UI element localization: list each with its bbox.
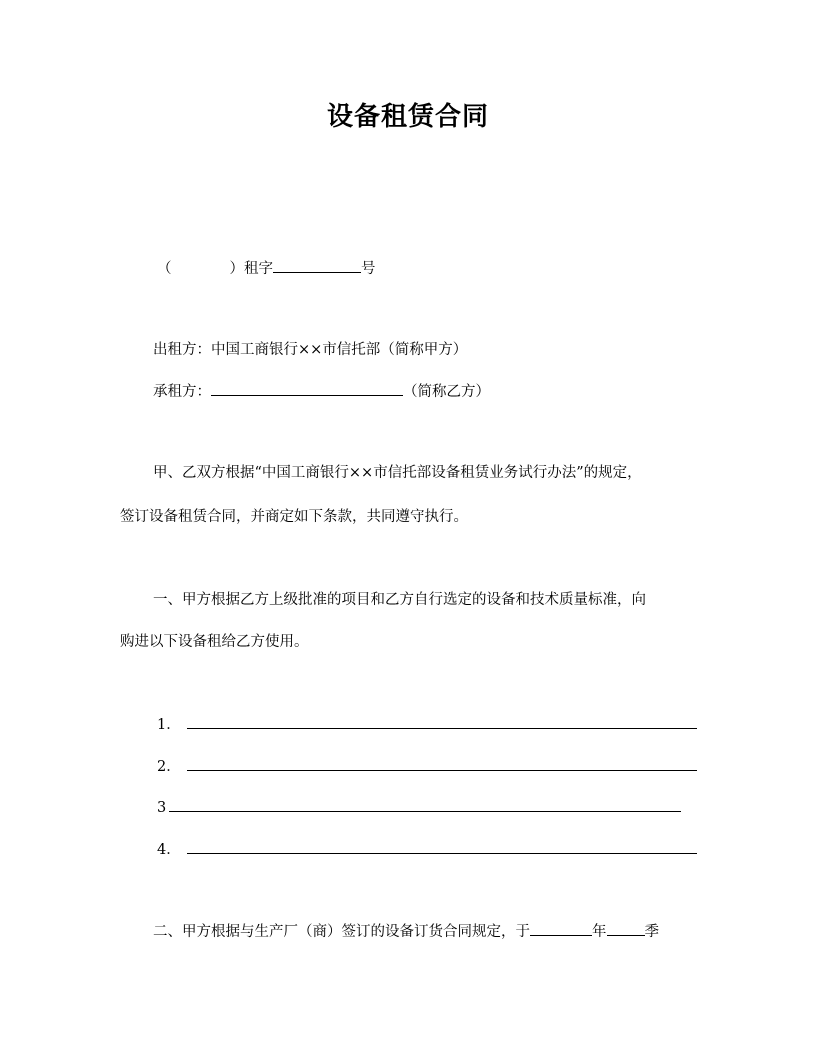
- season-label: 季: [644, 924, 659, 940]
- clause-1-line-1: 一、甲方根据乙方上级批准的项目和乙方自行选定的设备和技术质量标准，向: [153, 592, 646, 608]
- contract-number-blank: [273, 258, 361, 273]
- item-blank: [187, 839, 697, 854]
- item-blank: [169, 797, 681, 812]
- season-blank: [607, 921, 645, 936]
- lessee-line: [153, 381, 490, 402]
- document-title: 设备租赁合同: [326, 102, 489, 132]
- clause-2-line-1: [153, 921, 659, 942]
- preamble-line-2: 签订设备租赁合同，并商定如下条款，共同遵守执行。: [120, 509, 468, 525]
- year-label: 年: [592, 924, 607, 940]
- contract-number-line: [157, 258, 376, 279]
- item-number: 2．: [157, 759, 181, 775]
- lessor-line: 出租方：中国工商银行××市信托部（简称甲方）: [153, 342, 468, 358]
- item-blank: [187, 714, 697, 729]
- item-number: 4．: [157, 842, 181, 858]
- equipment-item-3: [157, 797, 681, 818]
- contract-number-suffix: 号: [361, 261, 376, 277]
- contract-number-label: ）租字: [229, 261, 273, 277]
- clause-2-text: 二、甲方根据与生产厂（商）签订的设备订货合同规定，于: [153, 924, 530, 940]
- contract-number-open-paren: （: [157, 261, 172, 277]
- equipment-item-2: [157, 756, 697, 777]
- equipment-item-4: [157, 839, 697, 860]
- clause-1-line-2: 购进以下设备租给乙方使用。: [120, 634, 309, 650]
- lessee-suffix: （简称乙方）: [403, 384, 490, 400]
- item-number: 3: [157, 800, 167, 816]
- item-number: 1．: [157, 717, 181, 733]
- lessee-label: 承租方：: [153, 384, 211, 400]
- item-blank: [187, 756, 697, 771]
- equipment-item-1: [157, 714, 697, 735]
- lessee-blank: [211, 381, 403, 396]
- year-blank: [530, 921, 592, 936]
- preamble-line-1: 甲、乙双方根据“中国工商银行××市信托部设备租赁业务试行办法”的规定，: [153, 465, 642, 481]
